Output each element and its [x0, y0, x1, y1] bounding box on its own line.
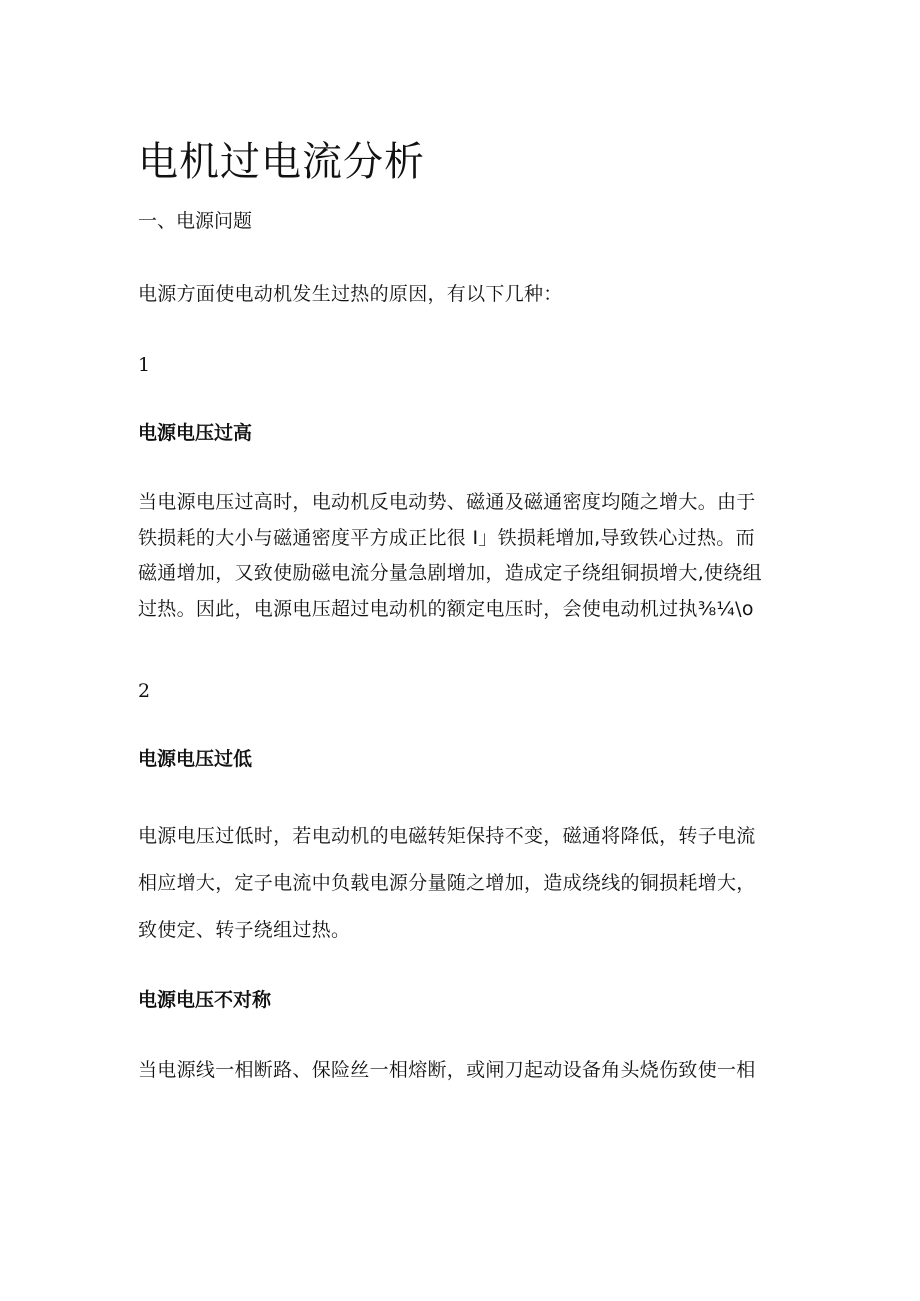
section-heading: 一、电源问题: [138, 210, 253, 232]
paragraph-line: 过热。因此，电源电压超过电动机的额定电压时，会使电动机过执⅜¼\o: [138, 597, 754, 620]
item-heading: 电源电压过低: [138, 748, 253, 770]
paragraph-line: 铁损耗的大小与磁通密度平方成正比很 I」铁损耗增加,导致铁心过热。而: [138, 526, 755, 549]
item-heading: 电源电压过高: [138, 422, 253, 444]
intro-text: 电源方面使电动机发生过热的原因，有以下几种：: [138, 283, 563, 305]
item-paragraph: [138, 1055, 798, 1085]
item-paragraph: [138, 813, 798, 954]
item-heading: 电源电压不对称: [138, 989, 272, 1011]
paragraph-line: 致使定、转子绕组过热。: [138, 919, 351, 941]
intro-paragraph: [138, 280, 798, 308]
page-title: 电机过电流分析: [138, 139, 425, 185]
item-paragraph: [138, 485, 798, 627]
item-number: 2: [138, 680, 151, 702]
paragraph-line: 相应增大，定子电流中负载电源分量随之增加，造成绕线的铜损耗增大，: [138, 872, 756, 894]
paragraph-line: 电源电压过低时，若电动机的电磁转矩保持不变，磁通将降低，转子电流: [138, 825, 756, 847]
paragraph-line: 当电源电压过高时，电动机反电动势、磁通及磁通密度均随之增大。由于: [138, 491, 756, 513]
paragraph-line: 磁通增加，又致使励磁电流分量急剧增加，造成定子绕组铜损增大,使绕组: [138, 562, 762, 584]
item-number: 1: [138, 354, 151, 376]
paragraph-line: 当电源线一相断路、保险丝一相熔断，或闸刀起动设备角头烧伤致使一相: [138, 1059, 756, 1081]
